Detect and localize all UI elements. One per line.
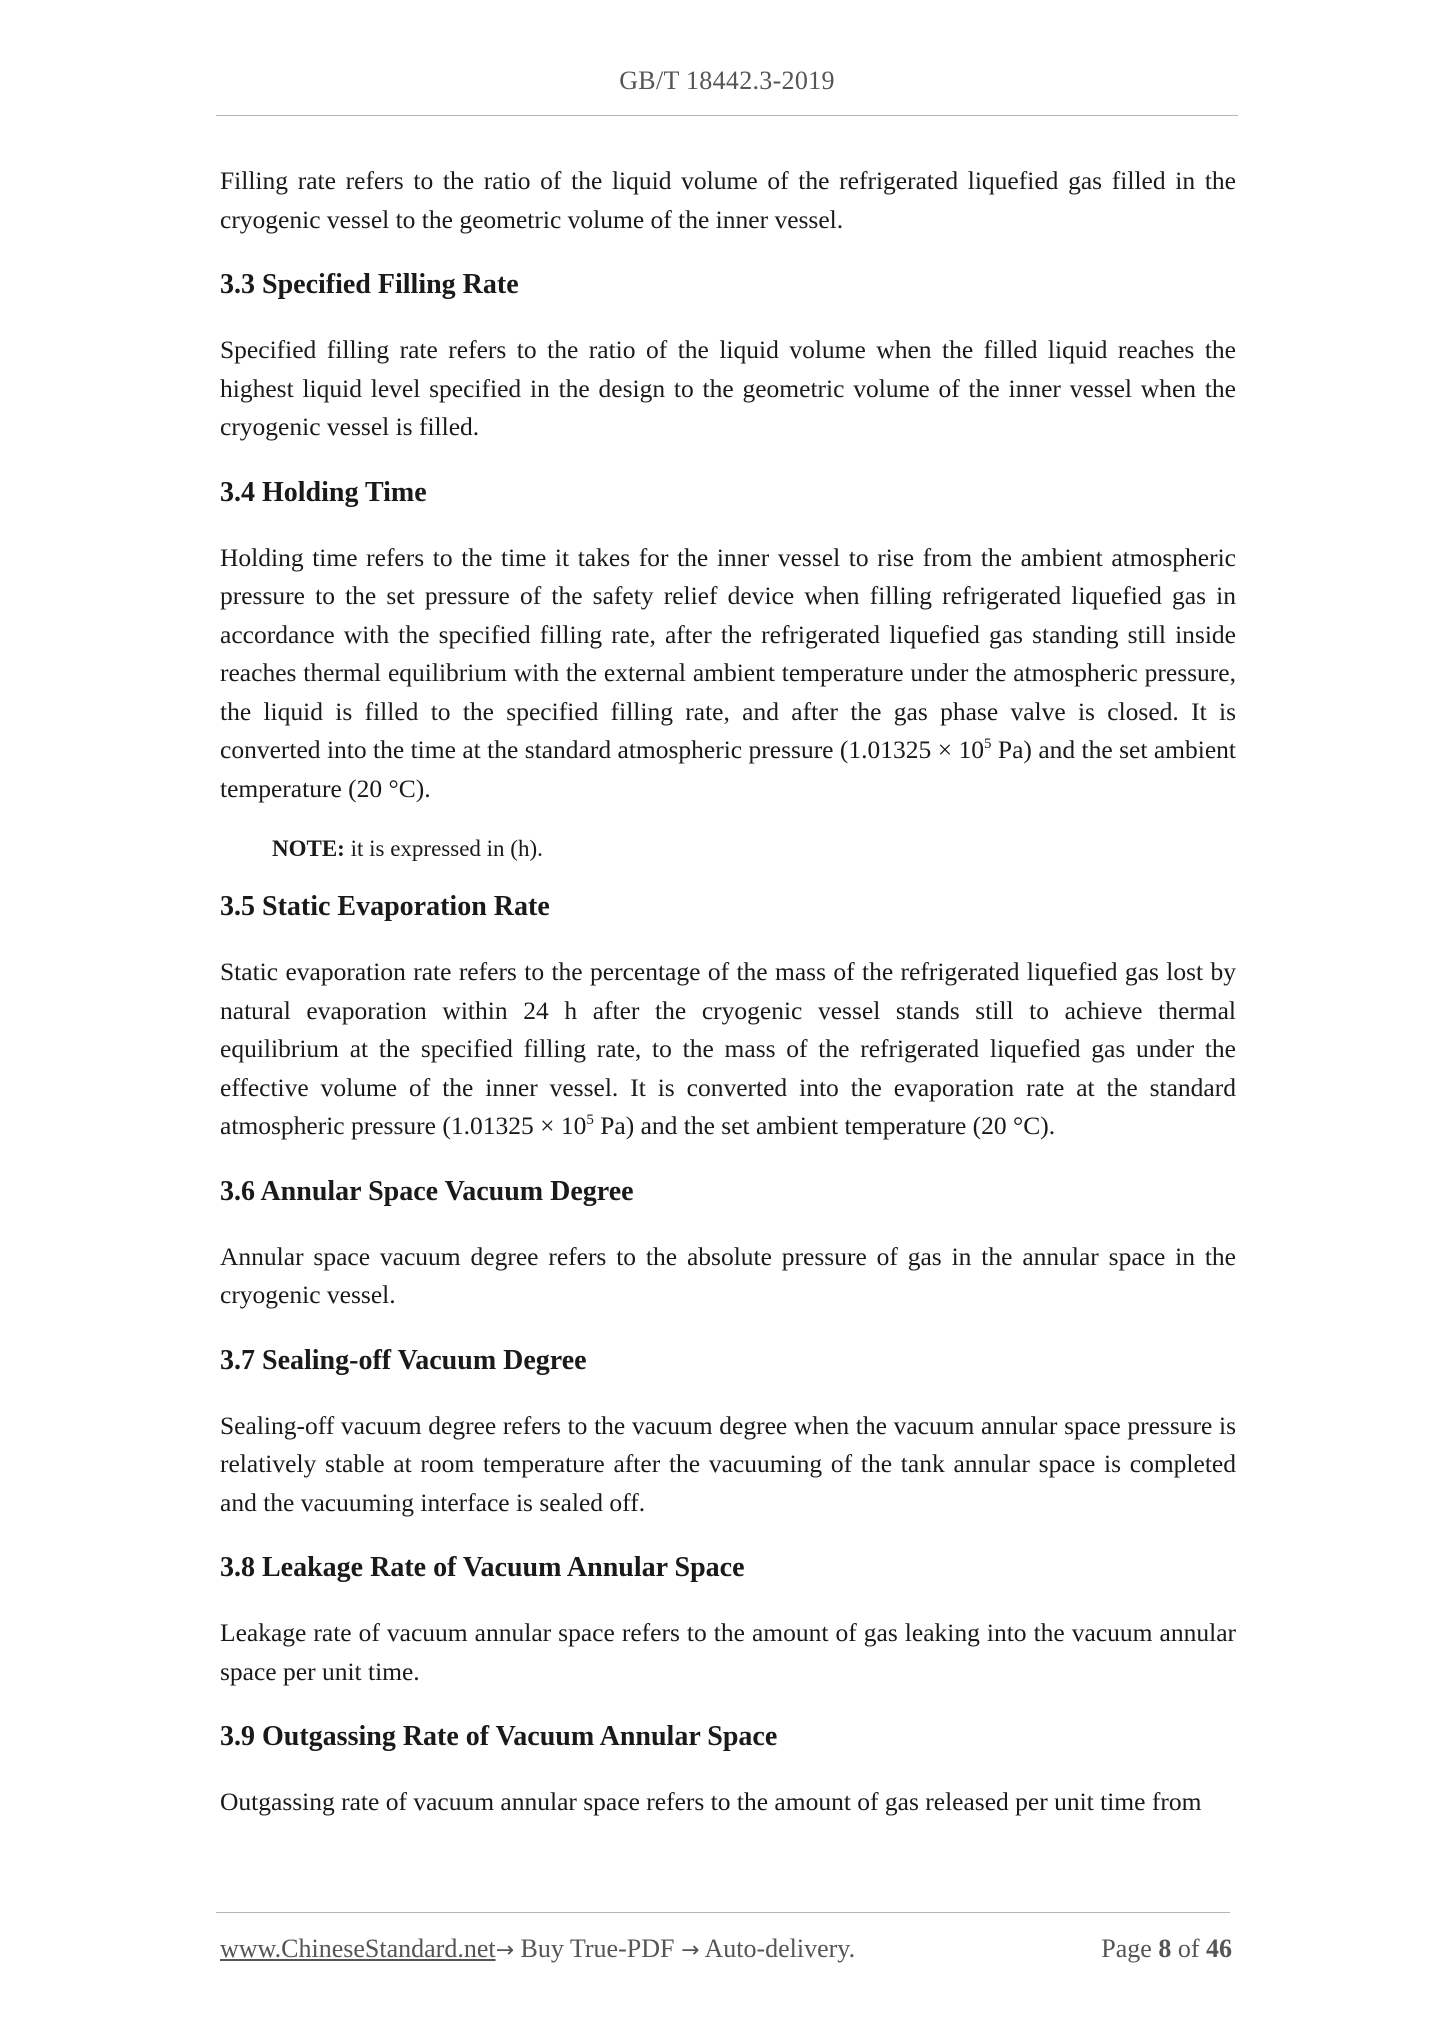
section-text-3-4-part-a: Holding time refers to the time it takes for the inner vessel to rise from the ambient atmospheric pressure to the set pressure of the safety relief device when filling refrigerated liquefied gas in accordance with the specified filling rate, after the refrigerated liquefied gas standing still inside reaches thermal equilibrium with the external ambient temperature under the atmospheric pressure, the liquid is filled to the specified filling rate, and after the gas phase valve is closed. It is converted into the time at the standard atmospheric pressure (1.01325 × 10 [220,542,1236,764]
page-word: Page [1101,1934,1159,1963]
section-text-3-8: Leakage rate of vacuum annular space refers to the amount of gas leaking into the vacuum annular space per unit time. [220,1618,1236,1686]
section-text-3-4 [220,539,1236,809]
arrow-right-icon: → [680,1938,700,1963]
section-text-3-3: Specified filling rate refers to the ratio of the liquid volume when the filled liquid reaches the highest liquid level specified in the design to the geometric volume of the inner vessel when the cryogenic vessel is filled. [220,335,1236,441]
page-header: GB/T 18442.3-2019 [619,66,835,95]
section-text-3-5-part-a: Static evaporation rate refers to the percentage of the mass of the refrigerated liquefied gas lost by natural evaporation within 24 h after the cryogenic vessel stands still to achieve thermal equilibrium at the specified filling rate, to the mass of the refrigerated liquefied gas under the effective volume of the inner vessel. It is converted into the evaporation rate at the standard atmospheric pressure (1.01325 × 10 [220,957,1236,1140]
of-word: of [1171,1934,1206,1963]
section-heading-3-7: 3.7 Sealing-off Vacuum Degree [220,1344,587,1376]
intro-paragraph: Filling rate refers to the ratio of the liquid volume of the refrigerated liquefied gas filled in the cryogenic vessel to the geometric volume of the inner vessel. [220,166,1236,234]
footer-divider [216,1912,1230,1913]
section-heading-3-5: 3.5 Static Evaporation Rate [220,891,550,922]
note-label: NOTE: [272,836,345,861]
delivery-text: Auto-delivery. [699,1934,856,1963]
section-heading-3-6: 3.6 Annular Space Vacuum Degree [220,1175,634,1207]
current-page-number: 8 [1158,1934,1172,1963]
footer-promo [220,1934,855,1964]
section-heading-3-9: 3.9 Outgassing Rate of Vacuum Annular Space [220,1721,778,1752]
exponent: 5 [586,1112,594,1128]
header-divider [216,115,1238,116]
buy-text: Buy True-PDF [514,1934,681,1963]
document-body [220,162,1236,1822]
site-link[interactable]: www.ChineseStandard.net [220,1934,496,1963]
section-text-3-9: Outgassing rate of vacuum annular space refers to the amount of gas released per unit time from [220,1787,1202,1816]
section-heading-3-8: 3.8 Leakage Rate of Vacuum Annular Space [220,1552,745,1583]
page-indicator [1101,1934,1232,1964]
section-heading-3-4: 3.4 Holding Time [220,476,427,508]
section-text-3-7: Sealing-off vacuum degree refers to the vacuum degree when the vacuum annular space pressure is relatively stable at room temperature after the vacuuming of the tank annular space is completed and the vacuuming interface is sealed off. [220,1410,1236,1517]
section-text-3-5-part-b: Pa) and the set ambient temperature (20 °C). [593,1111,1056,1140]
note-text: it is expressed in (h). [344,836,543,861]
total-pages-number: 46 [1206,1934,1232,1963]
section-heading-3-3: 3.3 Specified Filling Rate [220,269,519,300]
note [220,832,1236,866]
section-text-3-5 [220,953,1236,1146]
arrow-right-icon: → [495,1938,515,1963]
section-text-3-4-part-b: Pa) and the set ambient temperature (20 °C). [220,735,1236,803]
exponent: 5 [984,736,992,752]
section-text-3-6: Annular space vacuum degree refers to the absolute pressure of gas in the annular space in the cryogenic vessel. [220,1241,1236,1309]
